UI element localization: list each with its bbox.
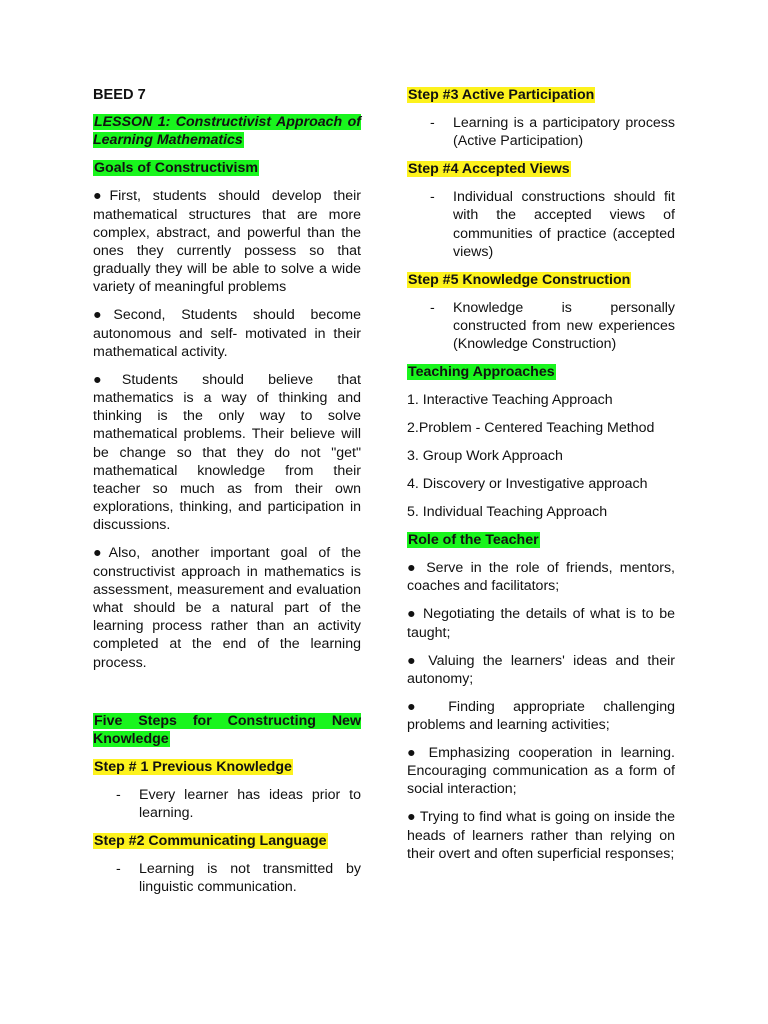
step3-heading-line bbox=[407, 86, 675, 104]
step1-item-text: Every learner has ideas prior to learning. bbox=[139, 786, 361, 822]
spacer bbox=[93, 682, 361, 712]
course-title: BEED 7 bbox=[93, 87, 146, 103]
lesson-title: LESSON 1: Constructivist Approach of Learning Mathematics bbox=[93, 114, 361, 149]
approach-item: 5. Individual Teaching Approach bbox=[407, 504, 608, 521]
goals-heading: Goals of Constructivism bbox=[94, 160, 258, 177]
left-column bbox=[93, 86, 361, 906]
five-steps-heading: Five Steps for Constructing New Knowledge bbox=[93, 712, 361, 747]
role-item: ● Negotiating the details of what is to be taught; bbox=[407, 606, 675, 641]
approach-item: 2.Problem - Centered Teaching Method bbox=[407, 420, 655, 437]
step5-item-text: Knowledge is personally constructed from new experiences (Knowledge Construction) bbox=[453, 299, 675, 353]
role-heading-line bbox=[407, 531, 675, 549]
step5-list-item bbox=[407, 299, 675, 354]
approaches-heading-line bbox=[407, 363, 675, 381]
step3-heading: Step #3 Active Participation bbox=[408, 87, 595, 103]
role-item: ● Finding appropriate challenging problems and learning activities; bbox=[407, 698, 675, 734]
step2-heading: Step #2 Communicating Language bbox=[94, 833, 327, 850]
step5-heading: Step #5 Knowledge Construction bbox=[408, 271, 631, 288]
role-heading: Role of the Teacher bbox=[408, 532, 539, 549]
step1-heading-line bbox=[93, 758, 361, 776]
right-column bbox=[407, 86, 675, 873]
goal-paragraph: ●Also, another important goal of the constructivist approach in mathematics is assessment, measurement and evaluation what should be a natural part of the learning process rather than an activity completed at the end of the learning process. bbox=[93, 545, 361, 671]
approach-item: 4. Discovery or Investigative approach bbox=[407, 476, 648, 493]
step4-item-text: Individual constructions should fit with the accepted views of communities of practice (accepted views) bbox=[453, 189, 675, 260]
role-item: ● Trying to find what is going on inside the heads of learners rather than relying on their overt and often superficial responses; bbox=[407, 809, 675, 862]
role-item: ● Valuing the learners' ideas and their autonomy; bbox=[407, 652, 675, 687]
goal-paragraph: ●First, students should develop their mathematical structures that are more complex, abstract, and powerful than the ones they currently possess so that gradually they will be able to solve a wide variety of meaningful problems bbox=[93, 188, 361, 296]
step2-list-item bbox=[93, 860, 361, 896]
goal-paragraph: ●Second, Students should become autonomous and self- motivated in their mathematical activity. bbox=[93, 307, 361, 360]
dash-bullet: - bbox=[430, 115, 435, 131]
goals-heading-line bbox=[93, 159, 361, 177]
step2-heading-line bbox=[93, 832, 361, 850]
approaches-heading: Teaching Approaches bbox=[408, 364, 555, 381]
dash-bullet: - bbox=[430, 189, 435, 206]
dash-bullet: - bbox=[430, 299, 435, 316]
step4-list-item bbox=[407, 188, 675, 261]
dash-bullet: - bbox=[116, 861, 121, 878]
step5-heading-line bbox=[407, 271, 675, 289]
role-item: ● Emphasizing cooperation in learning. Encouraging communication as a form of social interaction; bbox=[407, 745, 675, 798]
approach-item: 1. Interactive Teaching Approach bbox=[407, 392, 613, 409]
approach-item: 3. Group Work Approach bbox=[407, 448, 563, 465]
role-item: ● Serve in the role of friends, mentors, coaches and facilitators; bbox=[407, 560, 675, 595]
step3-list-item bbox=[407, 114, 675, 150]
step3-item-text: Learning is a participatory process (Active Participation) bbox=[453, 115, 675, 150]
lesson-title-line bbox=[93, 113, 361, 149]
goal-paragraph: ●Students should believe that mathematics is a way of thinking and thinking is the only way to solve mathematical problems. Their believe will be change so that they do not "get" mathematical knowledge from their teacher so much as from their own explorations, thinking, and participation in discussions. bbox=[93, 371, 361, 534]
step4-heading: Step #4 Accepted Views bbox=[408, 161, 570, 178]
step1-list-item bbox=[93, 786, 361, 822]
five-steps-heading-line bbox=[93, 712, 361, 748]
step2-item-text: Learning is not transmitted by linguistic communication. bbox=[139, 861, 361, 896]
dash-bullet: - bbox=[116, 786, 121, 803]
step4-heading-line bbox=[407, 160, 675, 178]
step1-heading: Step # 1 Previous Knowledge bbox=[94, 758, 292, 775]
